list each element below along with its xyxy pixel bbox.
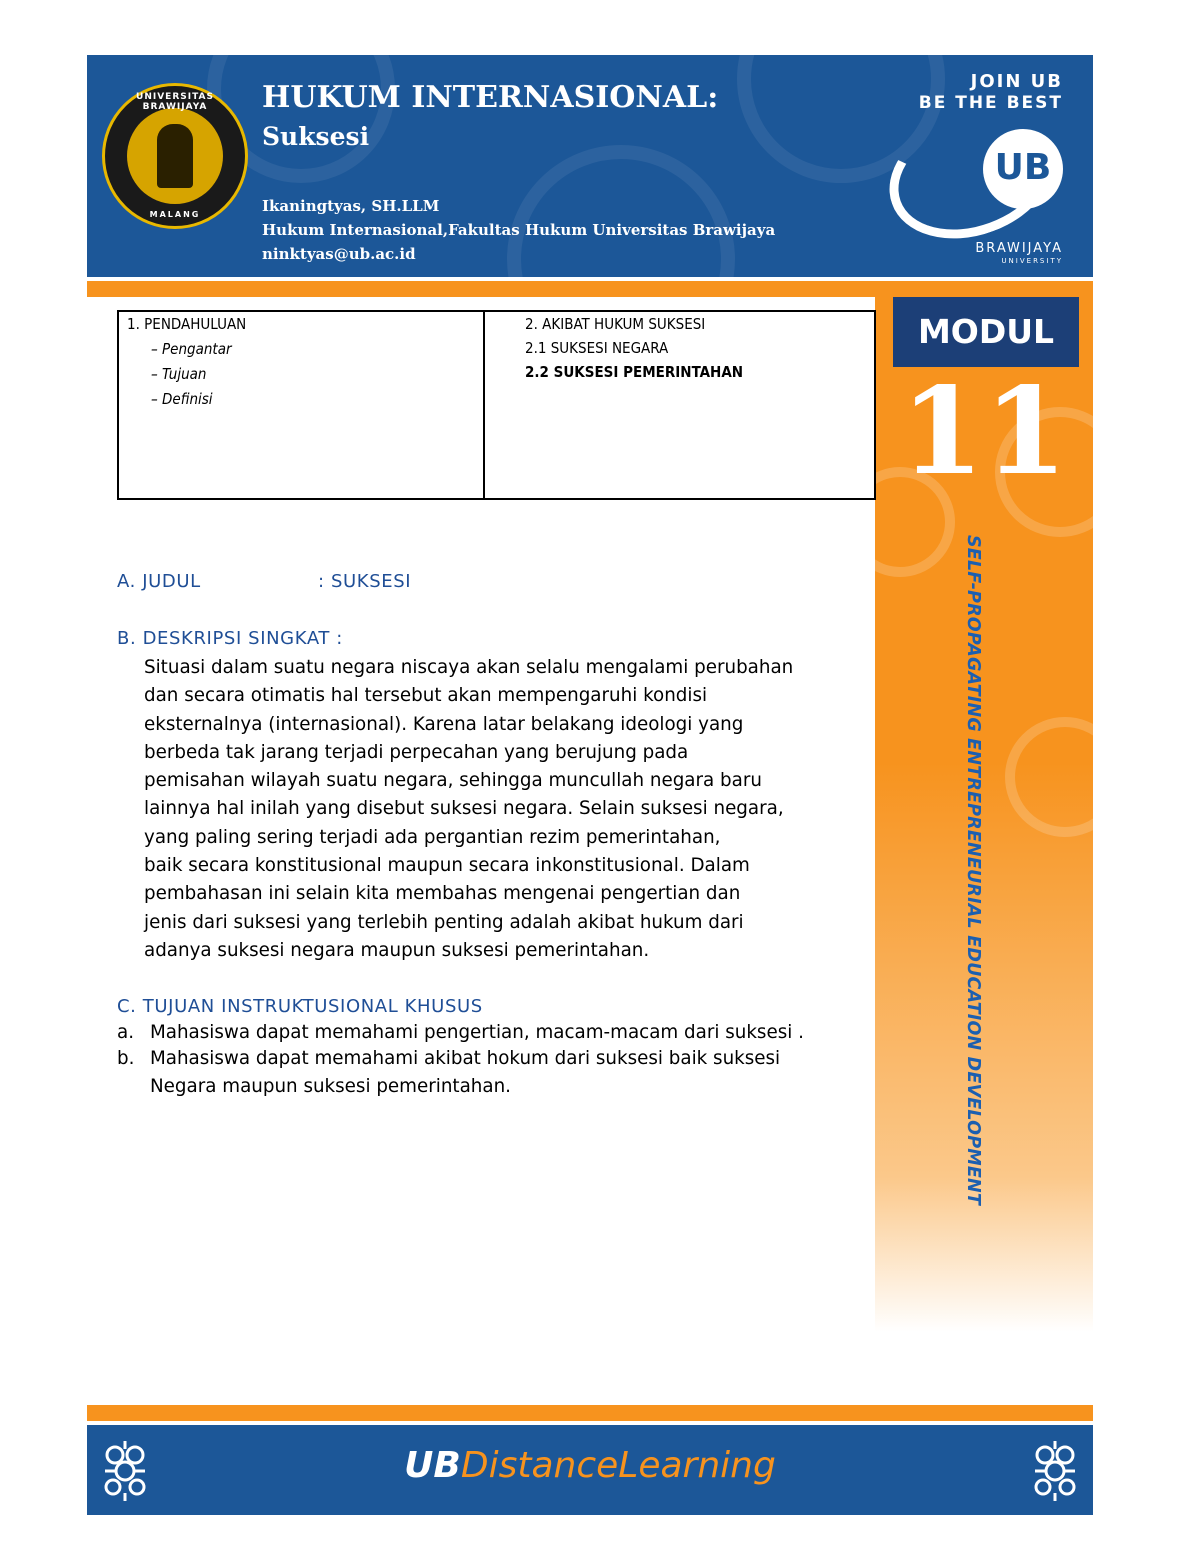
judul-value: : SUKSESI: [318, 571, 412, 592]
toc-subitem: 2.1 SUKSESI NEGARA: [525, 339, 669, 357]
paragraph-line: berbeda tak jarang terjadi perpecahan yang berujung pada: [144, 741, 689, 763]
objective-marker: b.: [117, 1048, 135, 1069]
toc-subitem: – Tujuan: [151, 365, 207, 383]
paragraph-line: pemisahan wilayah suatu negara, sehingga muncullah negara baru: [144, 770, 762, 792]
seal-text-bottom: MALANG: [149, 210, 201, 219]
paragraph-line: pembahasan ini selain kita membahas mengenai pengertian dan: [144, 883, 741, 905]
objective-text: Mahasiswa dapat memahami pengertian, macam-macam dari suksesi .: [150, 1022, 804, 1043]
author-email: ninktyas@ub.ac.id: [262, 245, 416, 263]
brand-bold: UB: [404, 1445, 461, 1486]
ub-logo: [877, 55, 1077, 277]
logo-best-text: BE THE BEST: [918, 93, 1063, 113]
seal-emblem: [127, 108, 223, 204]
toc-column-left: [119, 312, 485, 498]
footer-brand: [87, 1445, 1093, 1486]
judul-label: A. JUDUL: [117, 571, 201, 592]
paragraph-line: lainnya hal inilah yang disebut suksesi negara. Selain suksesi negara,: [144, 798, 784, 820]
sidebar-tagline: SELF-PROPAGATING ENTREPRENEURIAL EDUCATION DEVELOPMENT: [963, 535, 983, 1206]
deskripsi-heading: B. DESKRIPSI SINGKAT :: [117, 628, 343, 649]
header-banner: [87, 55, 1093, 277]
ornament-icon: [1025, 1437, 1085, 1503]
decorative-curl: [1005, 717, 1093, 837]
paragraph-line: adanya suksesi negara maupun suksesi pemerintahan.: [144, 939, 650, 961]
paragraph-line: yang paling sering terjadi ada pergantian rezim pemerintahan,: [144, 826, 721, 848]
brand-rest: DistanceLearning: [460, 1445, 776, 1486]
paragraph-line: eksternalnya (internasional). Karena latar belakang ideologi yang: [144, 713, 744, 735]
deskripsi-paragraph: [144, 654, 874, 965]
table-of-contents: [117, 310, 876, 500]
toc-subitem: – Pengantar: [151, 340, 232, 358]
toc-item-akibat-hukum: 2. AKIBAT HUKUM SUKSESI: [525, 315, 706, 333]
tujuan-heading: C. TUJUAN INSTRUKTUSIONAL KHUSUS: [117, 996, 483, 1017]
seal-text-top: UNIVERSITAS BRAWIJAYA: [136, 92, 214, 112]
modul-label: MODUL: [917, 312, 1055, 351]
author-affiliation: Hukum Internasional,Fakultas Hukum Universitas Brawijaya: [262, 221, 776, 239]
objective-item: [117, 1076, 511, 1097]
paragraph-line: dan secara otimatis hal tersebut akan mempengaruhi kondisi: [144, 685, 708, 707]
objective-item: [117, 1048, 780, 1069]
objective-text: Negara maupun suksesi pemerintahan.: [150, 1076, 511, 1097]
logo-university-text: UNIVERSITY: [1001, 257, 1063, 265]
document-subtitle: Suksesi: [262, 122, 370, 151]
module-sidebar: [875, 297, 1093, 1332]
footer-banner: [87, 1425, 1093, 1515]
toc-subitem: – Definisi: [151, 390, 213, 408]
document-title: HUKUM INTERNASIONAL:: [262, 80, 719, 115]
objective-marker: a.: [117, 1022, 135, 1043]
paragraph-line: jenis dari suksesi yang terlebih penting adalah akibat hukum dari: [144, 911, 744, 933]
decorative-swirl: [507, 145, 735, 277]
toc-subitem: 2.2 SUKSESI PEMERINTAHAN: [525, 363, 744, 381]
logo-mark: UB: [994, 147, 1052, 188]
logo-join-text: JOIN UB: [970, 71, 1063, 92]
seal-figure: [157, 124, 193, 188]
university-seal-logo: [102, 83, 248, 229]
author-name: Ikaningtyas, SH.LLM: [262, 197, 440, 215]
logo-brawijaya-text: BRAWIJAYA: [975, 241, 1063, 256]
footer-orange-stripe: [87, 1405, 1093, 1421]
header-orange-stripe: [87, 281, 1093, 297]
paragraph-line: baik secara konstitusional maupun secara inkonstitusional. Dalam: [144, 855, 750, 877]
toc-item-pendahuluan: 1. PENDAHULUAN: [127, 315, 247, 333]
objective-item: [117, 1022, 804, 1043]
paragraph-line: Situasi dalam suatu negara niscaya akan selalu mengalami perubahan: [144, 657, 794, 678]
modul-number: 11: [900, 361, 1068, 502]
toc-column-right: [484, 312, 874, 498]
objective-text: Mahasiswa dapat memahami akibat hokum dari suksesi baik suksesi: [150, 1048, 781, 1069]
